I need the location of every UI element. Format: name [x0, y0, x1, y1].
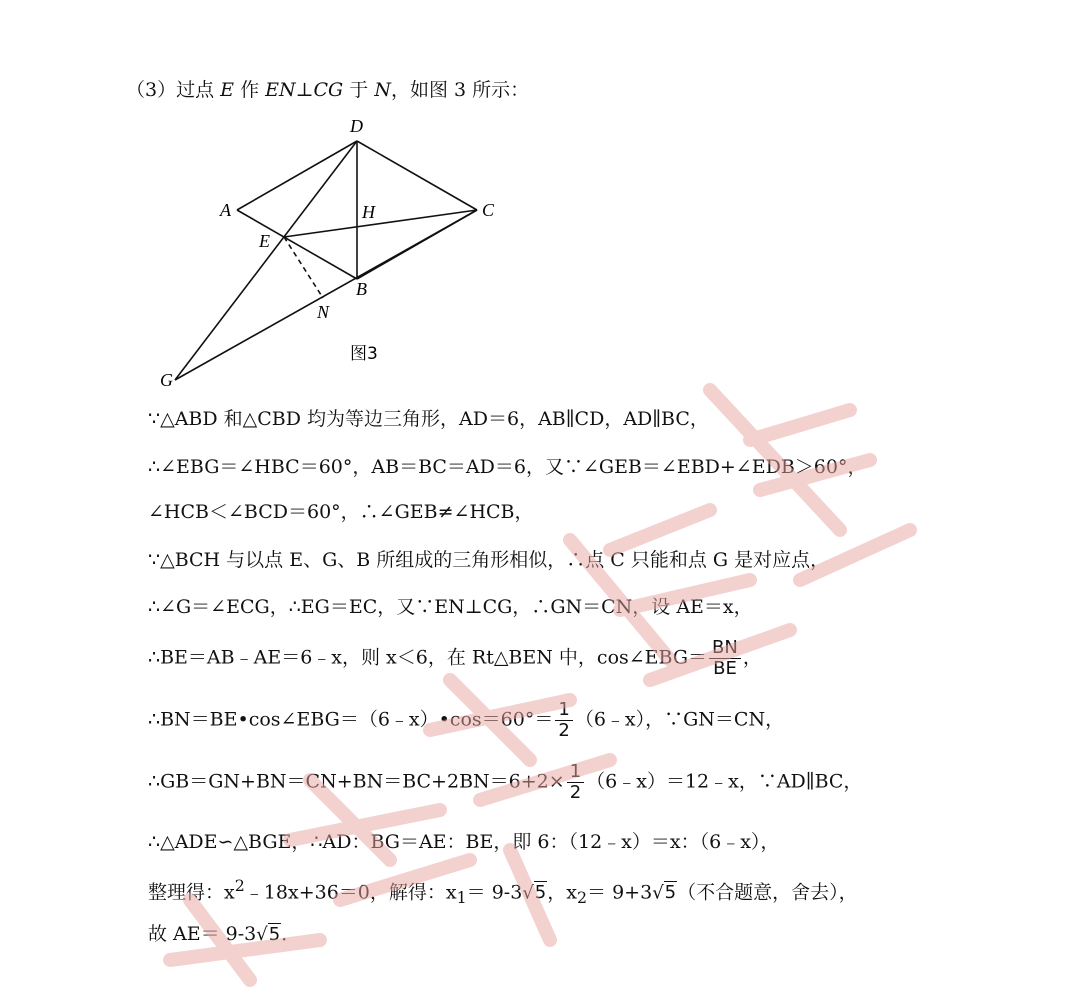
solution-line-4: ∵△BCH 与以点 E、G、B 所组成的三角形相似，∴点 C 只能和点 G 是对应点， — [148, 549, 830, 571]
fraction-one-half: $\frac{1}{2}$ — [567, 762, 584, 803]
solution-line-7: ∴BN＝BE•cos∠EBG＝（6﹣x）•cos＝60°＝ $\frac{1}{2}$ （6﹣x），∵GN＝CN， — [148, 699, 785, 741]
point-label-D: D — [350, 116, 363, 136]
segment-GC — [175, 210, 477, 380]
solution-line-10: 整理得：$x^2﹣18x+36=0$，解得：$x_1= 9-3√5$，$x_2= 9+3√5$（不合题意，舍去）， — [148, 876, 858, 908]
fraction-bn-be: $\frac{BN}{BE}$ — [709, 638, 741, 679]
segment-AD — [237, 141, 357, 210]
solution-line-3: ∠HCB＜∠BCD＝60°，∴∠GEB≠∠HCB， — [148, 501, 534, 523]
intro-line: （3）过点 E 作 EN⊥CG 于 N，如图 3 所示： — [126, 79, 530, 101]
geometry-figure — [150, 110, 530, 400]
solution-line-9: ∴△ADE∽△BGE，∴AD：BG＝AE：BE，即 6：（12﹣x）＝x：（6﹣x）， — [148, 831, 780, 853]
fraction-one-half: $\frac{1}{2}$ — [555, 700, 572, 741]
sqrt-symbol: √5 — [256, 924, 281, 945]
sqrt-symbol: √5 — [652, 882, 677, 904]
solution-line-8: ∴GB＝GN+BN＝CN+BN＝BC+2BN＝6+2× $\frac{1}{2}$ （6﹣x）＝12﹣x，∵AD∥BC， — [148, 761, 863, 803]
solution-line-2: ∴∠EBG＝∠HBC＝60°，AB＝BC＝AD＝6，又∵∠GEB＝∠EBD+∠EDB＞60°， — [148, 456, 867, 478]
segment-DC — [357, 141, 477, 210]
solution-line-6: ∴BE＝AB﹣AE＝6﹣x，则 x＜6，在 Rt△BEN 中，cos∠EBG＝ $\frac{BN}{BE}$ ， — [148, 637, 762, 679]
segment-GD — [175, 141, 357, 380]
point-label-G: G — [160, 370, 173, 390]
solution-line-11: 故 AE＝ 9-3√5． — [148, 923, 301, 945]
point-label-A: A — [220, 200, 231, 220]
point-label-E: E — [259, 231, 270, 251]
sqrt-symbol: √5 — [522, 882, 547, 904]
solution-line-1: ∵△ABD 和△CBD 均为等边三角形，AD＝6，AB∥CD，AD∥BC， — [148, 408, 709, 430]
point-label-N: N — [317, 302, 330, 322]
segment-EN — [284, 237, 323, 298]
point-label-C: C — [482, 200, 495, 220]
segment-EC — [284, 210, 477, 237]
figure-caption: 图3 — [350, 344, 378, 364]
point-label-B: B — [356, 279, 367, 299]
point-label-H: H — [362, 202, 375, 222]
solution-line-5: ∴∠G＝∠ECG，∴EG＝EC，又∵EN⊥CG，∴GN＝CN，设 AE＝x， — [148, 596, 753, 618]
